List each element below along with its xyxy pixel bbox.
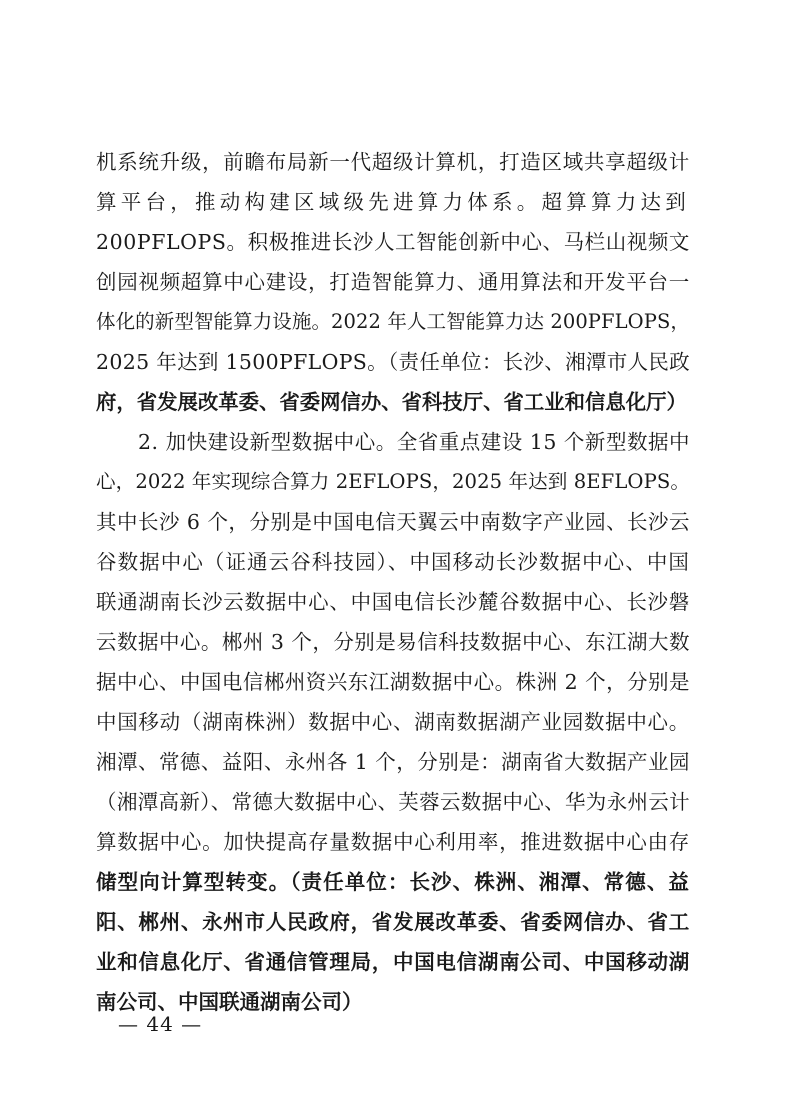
text-line [96,662,690,702]
text-line [96,462,690,502]
page-number: — 44 — [118,1012,203,1036]
text-line [96,422,690,462]
text-line [96,542,690,582]
line-text: 云数据中心。郴州 3 个，分别是易信科技数据中心、东江湖大数 [96,630,690,654]
text-line [96,582,690,622]
text-line [96,742,690,782]
text-line [96,702,690,742]
line-text: 2. 加快建设新型数据中心。全省重点建设 15 个新型数据中 [138,430,690,454]
body-text [96,142,690,1022]
line-text: 算数据中心。加快提高存量数据中心利用率，推进数据中心由存 [96,830,690,854]
line-text: 谷数据中心（证通云谷科技园）、中国移动长沙数据中心、中国 [96,550,690,574]
text-line [96,142,690,182]
line-text: （湘潭高新）、常德大数据中心、芙蓉云数据中心、华为永州云计 [96,790,690,814]
line-text: 阳、郴州、永州市人民政府，省发展改革委、省委网信办、省工 [96,910,690,934]
text-line [96,902,690,942]
line-text: 南公司、中国联通湖南公司） [96,990,363,1014]
line-text: 200PFLOPS。积极推进长沙人工智能创新中心、马栏山视频文 [96,230,690,254]
line-text: 算平台，推动构建区域级先进算力体系。超算算力达到 [96,190,690,214]
text-line [96,262,690,302]
text-line [96,182,690,222]
line-text: 机系统升级，前瞻布局新一代超级计算机，打造区域共享超级计 [96,150,690,174]
line-text: 体化的新型智能算力设施。2022 年人工智能算力达 200PFLOPS， [96,310,690,333]
text-line [96,302,690,342]
line-text: 联通湖南长沙云数据中心、中国电信长沙麓谷数据中心、长沙磐 [96,590,690,614]
line-text: 储型向计算型转变。（责任单位：长沙、株洲、湘潭、常德、益 [96,870,690,894]
text-line [96,342,690,382]
line-text: 湘潭、常德、益阳、永州各 1 个，分别是：湖南省大数据产业园 [96,750,690,774]
text-line [96,862,690,902]
line-text: 创园视频超算中心建设，打造智能算力、通用算法和开发平台一 [96,270,690,294]
text-line [96,782,690,822]
line-text: 心，2022 年实现综合算力 2EFLOPS，2025 年达到 8EFLOPS。 [96,470,690,493]
line-text: 中国移动（湖南株洲）数据中心、湖南数据湖产业园数据中心。 [96,710,690,734]
text-line [96,942,690,982]
text-line [96,382,690,422]
text-line [96,822,690,862]
line-text: 府，省发展改革委、省委网信办、省科技厅、省工业和信息化厅） [96,390,687,414]
text-line [96,502,690,542]
text-line [96,222,690,262]
line-text: 业和信息化厅、省通信管理局，中国电信湖南公司、中国移动湖 [96,950,690,974]
line-text: 据中心、中国电信郴州资兴东江湖数据中心。株洲 2 个，分别是 [96,670,690,694]
line-text: 2025 年达到 1500PFLOPS。（责任单位：长沙、湘潭市人民政 [96,350,690,374]
line-text: 其中长沙 6 个，分别是中国电信天翼云中南数字产业园、长沙云 [96,510,690,534]
text-line [96,622,690,662]
